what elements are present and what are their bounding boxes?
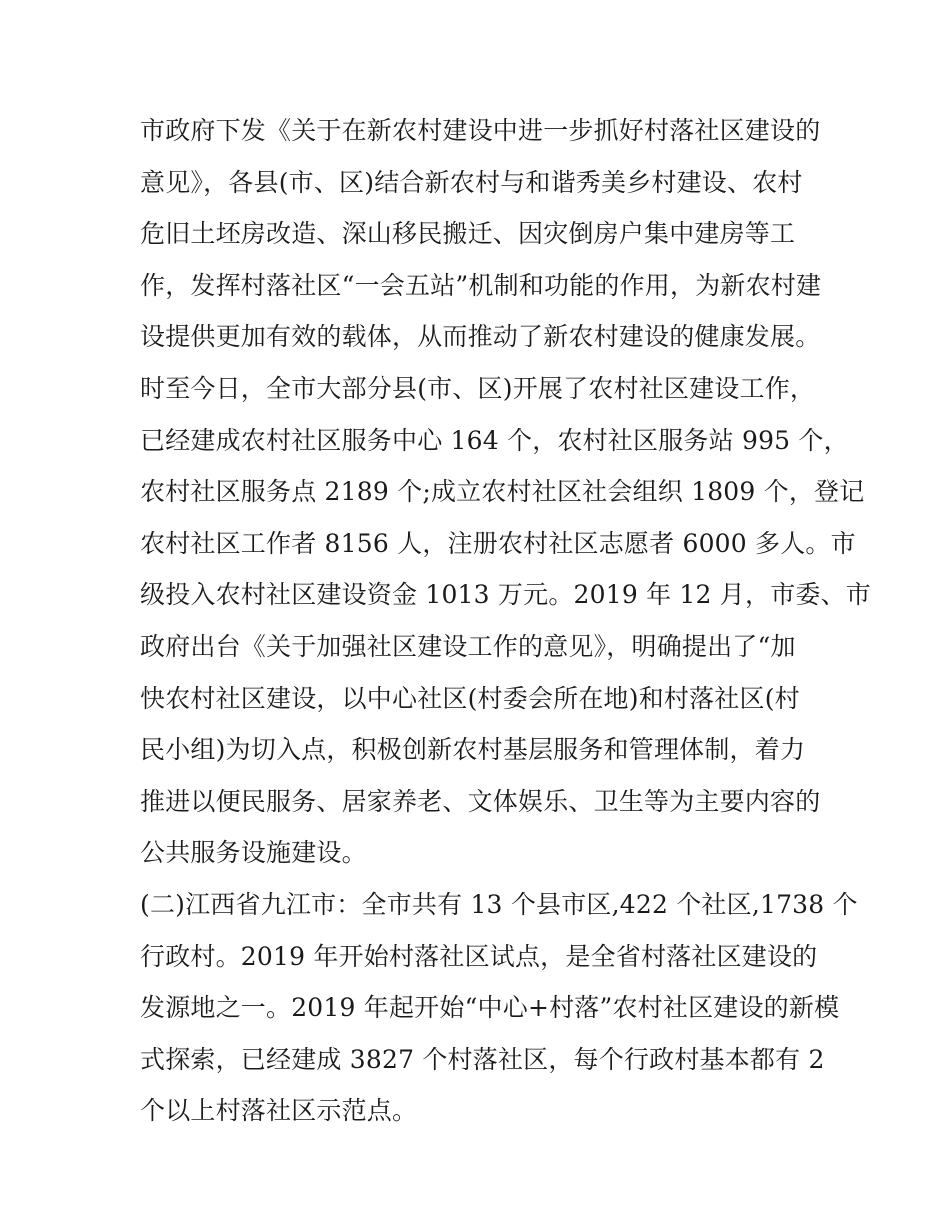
text-line: 市政府下发《关于在新农村建设中进一步抓好村落社区建设的 <box>140 116 821 145</box>
text-line: 危旧土坯房改造、深山移民搬迁、因灾倒房户集中建房等工 <box>140 219 796 249</box>
document-body <box>140 105 871 1137</box>
text-line: 发源地之一。2019 年起开始“中心+村落”农村社区建设的新模 <box>140 993 840 1023</box>
text-line: 民小组)为切入点，积极创新农村基层服务和管理体制，着力 <box>140 735 806 765</box>
text-line: 快农村社区建设，以中心社区(村委会所在地)和村落社区(村 <box>140 683 800 713</box>
text-line: 推进以便民服务、居家养老、文体娱乐、卫生等为主要内容的 <box>140 786 821 816</box>
text-line: 农村社区工作者 8156 人，注册农村社区志愿者 6000 多人。市 <box>140 528 856 558</box>
text-line: (二)江西省九江市：全市共有 13 个县市区,422 个社区,1738 个 <box>140 889 858 919</box>
text-line: 已经建成农村社区服务中心 164 个，农村社区服务站 995 个， <box>140 425 849 455</box>
text-line: 行政村。2019 年开始村落社区试点，是全省村落社区建设的 <box>140 941 818 971</box>
text-line: 设提供更加有效的载体，从而推动了新农村建设的健康发展。 <box>140 322 821 352</box>
text-line: 农村社区服务点 2189 个;成立农村社区社会组织 1809 个，登记 <box>140 477 865 507</box>
text-line: 级投入农村社区建设资金 1013 万元。2019 年 12 月，市委、市 <box>140 580 871 610</box>
text-line: 式探索，已经建成 3827 个村落社区，每个行政村基本都有 2 <box>140 1044 825 1074</box>
text-line: 作，发挥村落社区“一会五站”机制和功能的作用，为新农村建 <box>140 270 822 300</box>
text-line: 意见》，各县(市、区)结合新农村与和谐秀美乡村建设、农村 <box>140 167 803 197</box>
text-line: 个以上村落社区示范点。 <box>140 1096 418 1126</box>
text-line: 时至今日，全市大部分县(市、区)开展了农村社区建设工作， <box>140 373 816 403</box>
text-line: 政府出台《关于加强社区建设工作的意见》，明确提出了“加 <box>140 631 796 661</box>
text-line: 公共服务设施建设。 <box>140 838 367 868</box>
